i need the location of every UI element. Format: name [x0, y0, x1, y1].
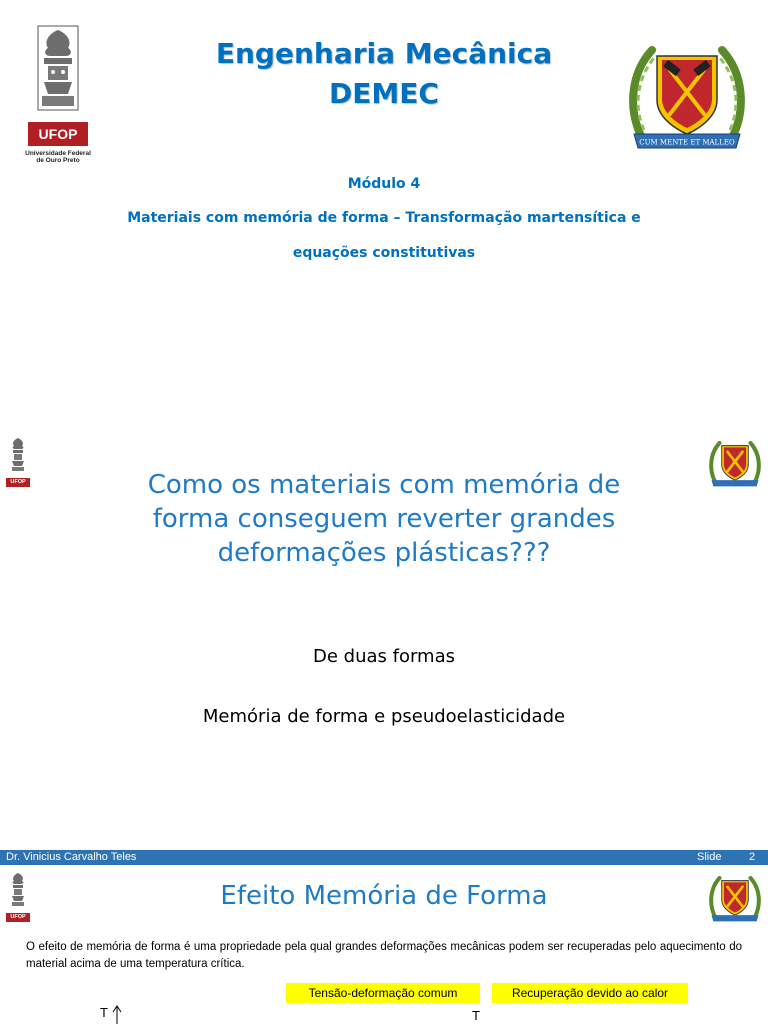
slide-title: Efeito Memória de Forma [220, 881, 548, 911]
highlight-heat-recovery: Recuperação devido ao calor [492, 983, 688, 1003]
slide-label: Slide [697, 851, 722, 863]
ufop-logo-small [6, 871, 30, 922]
author-name: Dr. Vinicius Carvalho Teles [6, 851, 137, 863]
answer-1: De duas formas [313, 646, 455, 667]
highlight-stress-strain: Tensão-deformação comum [286, 983, 480, 1003]
title-slide [0, 0, 768, 400]
shape-memory-slide [0, 865, 768, 1024]
crest-motto: CUM MENTE ET MALLEO [639, 138, 735, 147]
question-line2: forma conseguem reverter grandes [152, 504, 616, 534]
question-text [110, 468, 658, 570]
ufop-badge: UFOP [28, 122, 88, 146]
demec-crest-icon [708, 869, 762, 925]
question-line3: deformações plásticas??? [217, 538, 551, 568]
axis-label-right: T [472, 1008, 480, 1023]
university-name [22, 150, 94, 164]
answer-2: Memória de forma e pseudoelasticidade [202, 706, 566, 727]
ufop-badge: UFOP [6, 478, 30, 487]
ufop-emblem-icon [34, 24, 82, 112]
subtitle-line2: equações constitutivas [292, 245, 476, 261]
ufop-emblem-icon [9, 871, 27, 907]
demec-crest-icon [626, 30, 748, 156]
slide-footer [0, 850, 768, 865]
title-line2: DEMEC [329, 77, 439, 110]
page-title [150, 34, 618, 114]
question-line1: Como os materiais com memória de [147, 470, 621, 500]
subtitle-line1: Materiais com memória de forma – Transformação martensítica e [127, 210, 641, 226]
ufop-logo [22, 24, 94, 164]
demec-crest-icon [708, 434, 762, 490]
ufop-badge: UFOP [6, 913, 30, 922]
module-label: Módulo 4 [347, 176, 421, 192]
axis-label-left: T [100, 1005, 108, 1020]
definition-paragraph: O efeito de memória de forma é uma propriedade pela qual grandes deformações mecânicas podem ser recuperadas pelo aquecimento do material acima de uma temperatura crítica. [26, 941, 742, 970]
question-slide [0, 400, 768, 850]
ufop-emblem-icon [9, 436, 27, 472]
slide-number: 2 [749, 851, 756, 863]
arrow-up-icon [111, 1005, 123, 1024]
university-name-line1: Universidade Federal [25, 150, 91, 157]
university-name-line2: de Ouro Preto [36, 157, 80, 164]
ufop-logo-small [6, 436, 30, 487]
title-line1: Engenharia Mecânica [215, 37, 553, 70]
